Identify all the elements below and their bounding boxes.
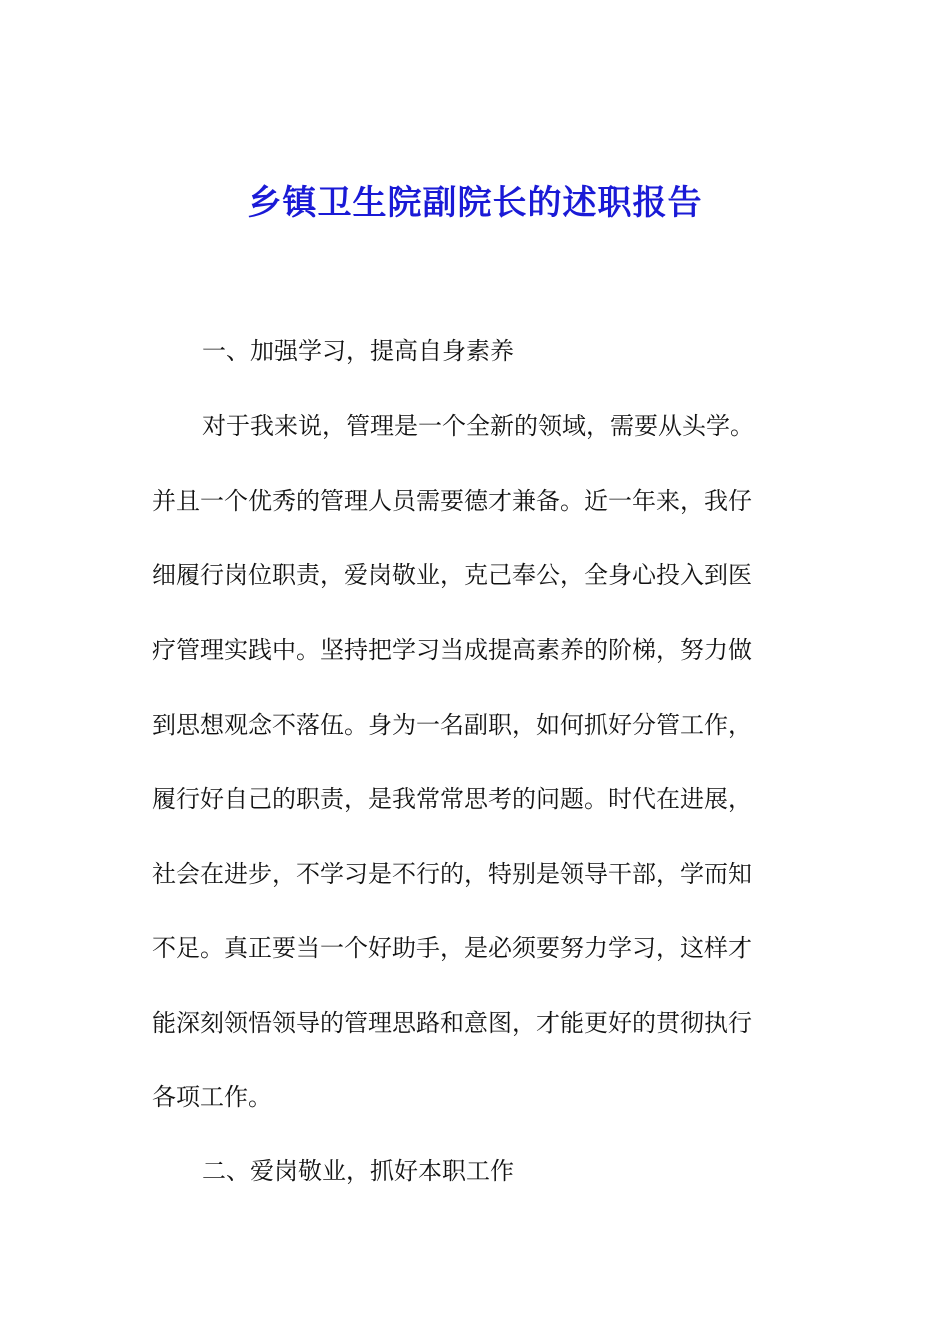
document-title: 乡镇卫生院副院长的述职报告 [247,183,703,223]
paragraph-line: 各项工作。 [152,1083,272,1111]
paragraph-line: 到思想观念不落伍。身为一名副职，如何抓好分管工作， [152,711,752,739]
paragraph-line: 并且一个优秀的管理人员需要德才兼备。近一年来，我仔 [152,487,752,515]
section-heading-2: 二、爱岗敬业，抓好本职工作 [202,1157,514,1185]
paragraph-line: 社会在进步，不学习是不行的，特别是领导干部，学而知 [152,860,752,888]
paragraph-line: 不足。真正要当一个好助手，是必须要努力学习，这样才 [152,934,752,962]
paragraph-line: 对于我来说，管理是一个全新的领域，需要从头学。 [202,412,754,440]
paragraph-line: 能深刻领悟领导的管理思路和意图，才能更好的贯彻执行 [152,1009,752,1037]
section-heading-1: 一、加强学习，提高自身素养 [202,337,514,365]
paragraph-line: 疗管理实践中。坚持把学习当成提高素养的阶梯，努力做 [152,636,752,664]
paragraph-line: 细履行岗位职责，爱岗敬业，克己奉公，全身心投入到医 [152,561,752,589]
paragraph-line: 履行好自己的职责，是我常常思考的问题。时代在进展， [152,785,752,813]
